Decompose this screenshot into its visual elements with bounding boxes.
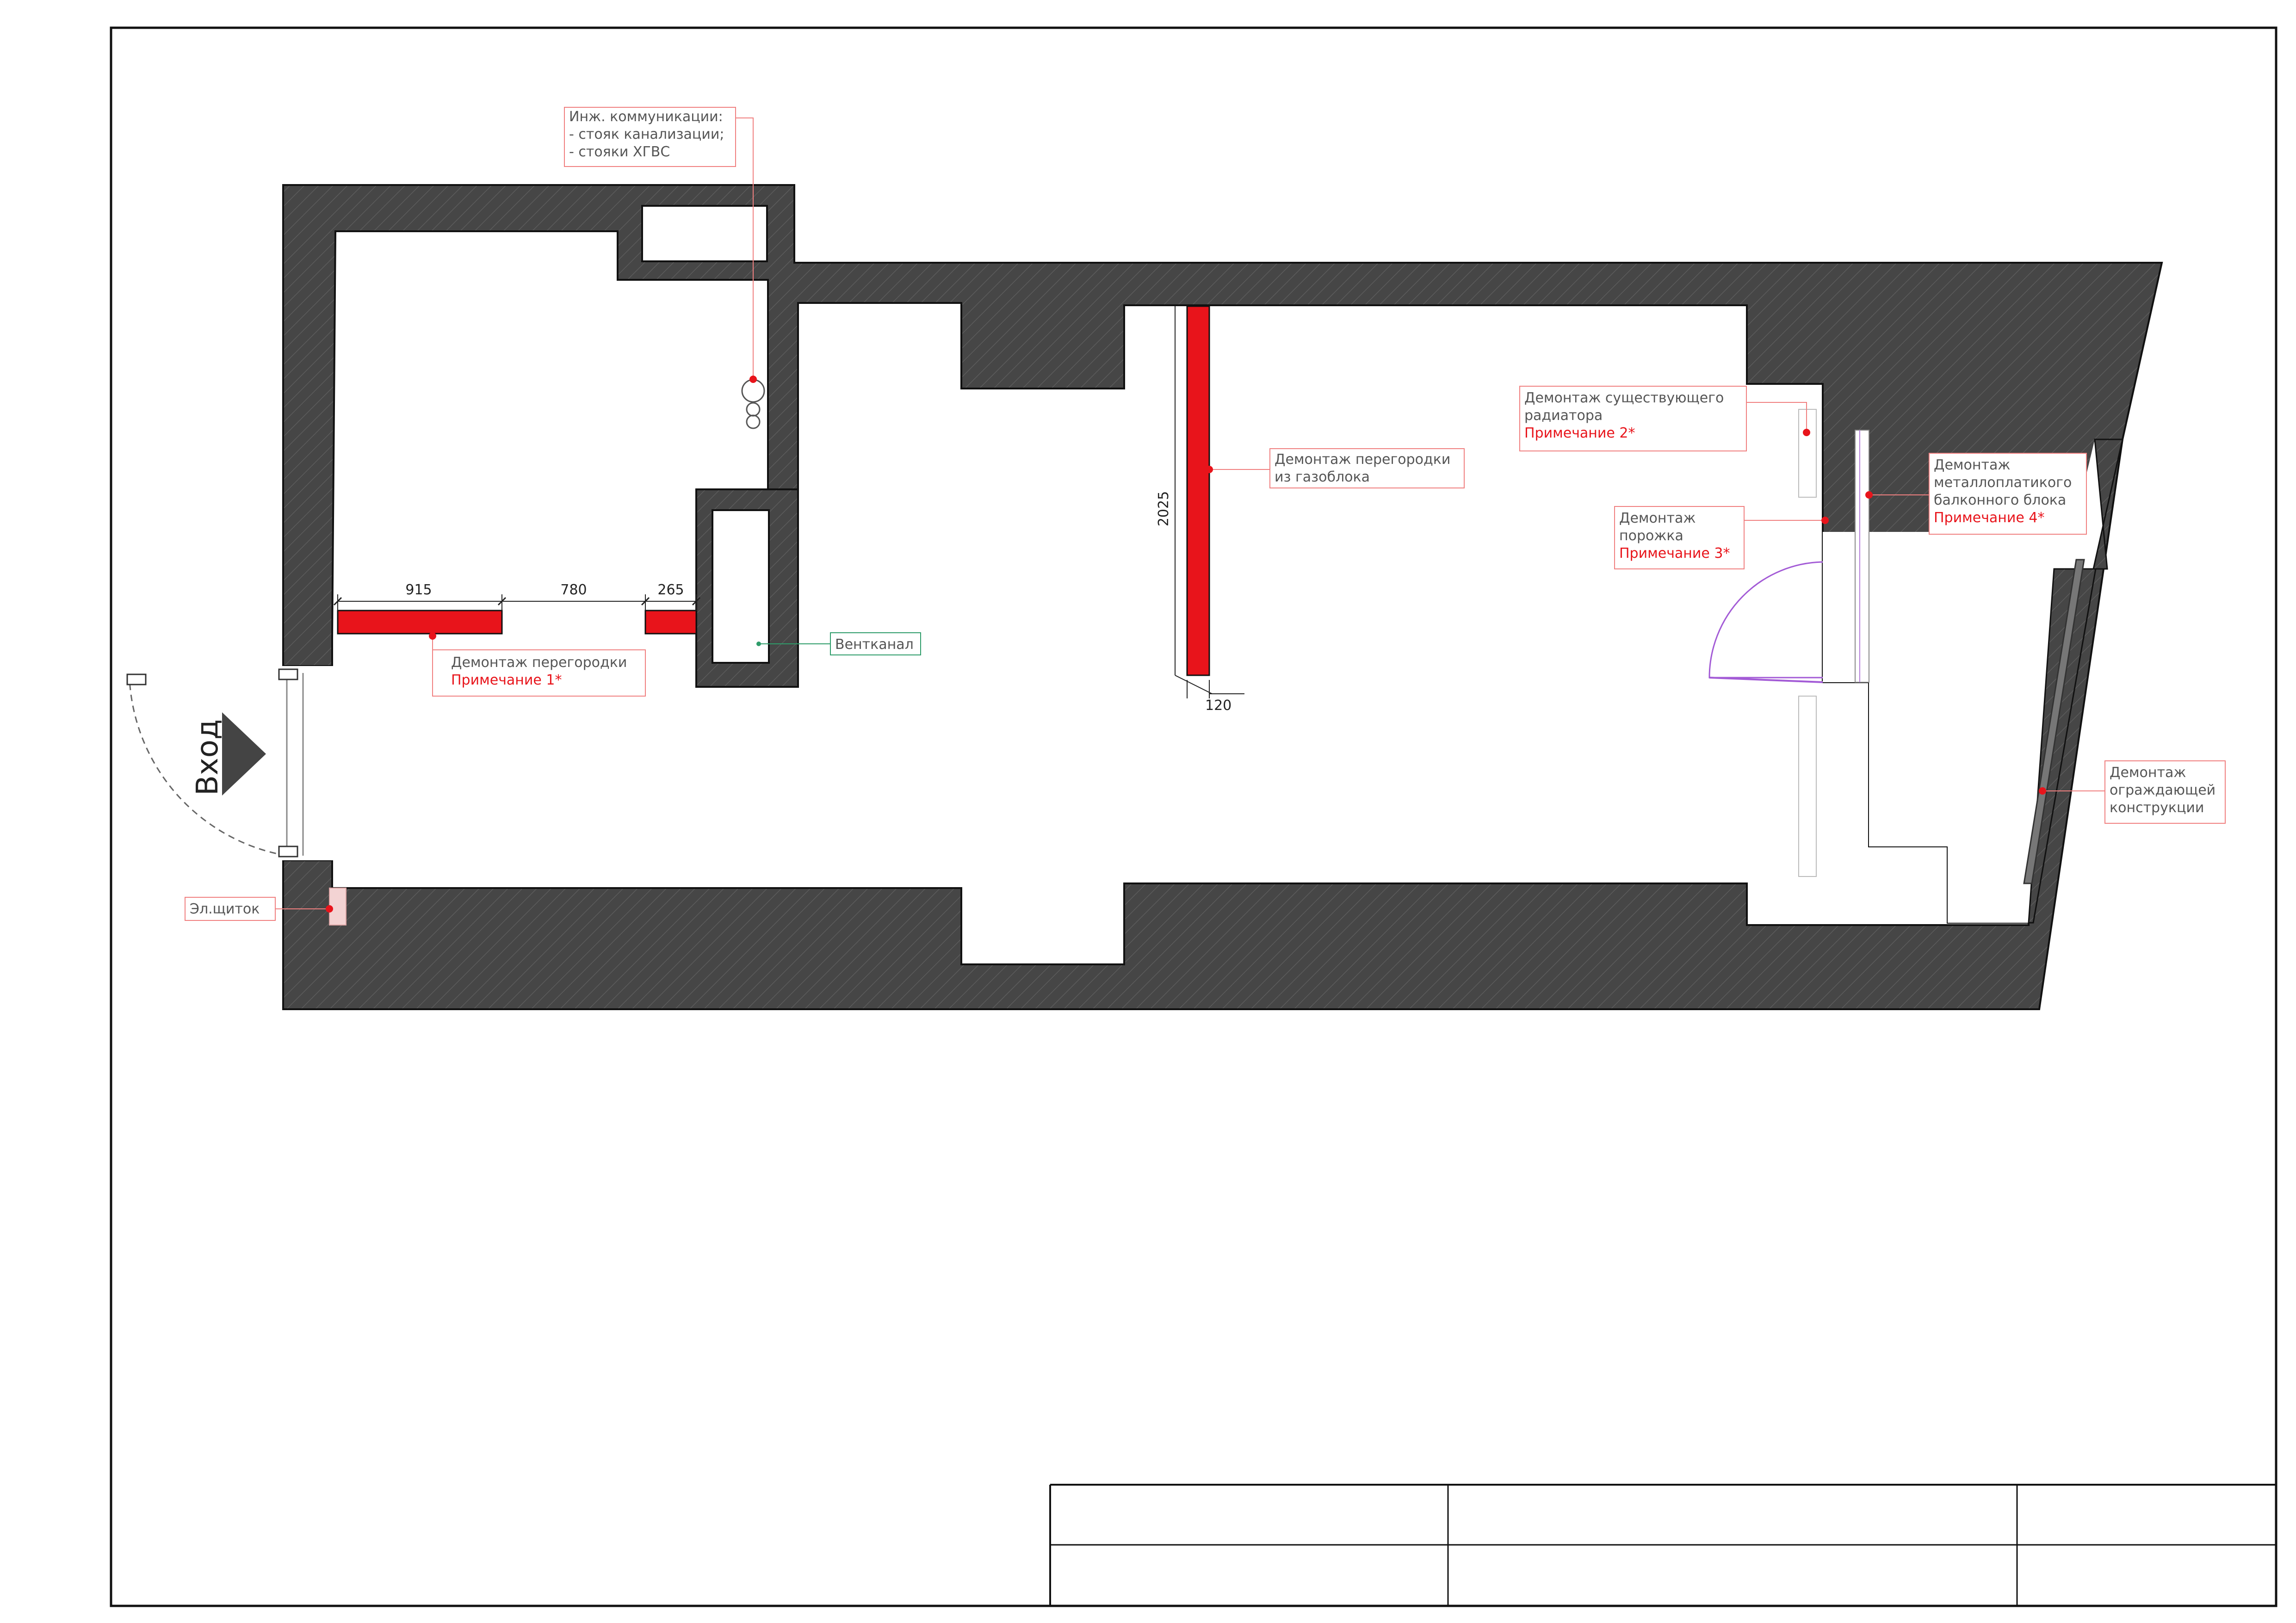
door-hinge-bottom <box>279 846 297 857</box>
railing-demolition-label-line-0: Демонтаж <box>2110 765 2186 781</box>
door-hinge-top <box>127 674 146 685</box>
engineering-label-line-2: - стояки ХГВС <box>569 144 670 160</box>
pipe-riser-icon-2 <box>747 415 760 428</box>
title-block-address <box>1055 1493 1066 1513</box>
radiator-demolition-label-line-2: Примечание 2* <box>1524 425 1635 441</box>
threshold-demolition-label-line-2: Примечание 3* <box>1619 545 1730 562</box>
radiator-demolition-leader <box>1746 402 1807 432</box>
dimension-120: 120 <box>1205 697 1232 714</box>
balcony-demolition-label-line-0: Демонтаж <box>1934 457 2011 473</box>
railing-demolition-label-line-2: конструкции <box>2110 800 2204 816</box>
radiator-existing <box>1799 409 1816 497</box>
railing-demolition-dot <box>2039 787 2046 795</box>
dimension-780: 780 <box>560 582 587 598</box>
radiator-lower <box>1799 696 1816 876</box>
gasblock-dot <box>1206 466 1213 473</box>
pipe-riser-icon <box>747 403 760 416</box>
engineering-label-line-0: Инж. коммуникации: <box>569 109 723 125</box>
partition-demolition-dot <box>429 632 436 640</box>
balcony-demolition-label-line-1: металлоплатикого <box>1934 475 2072 491</box>
radiator-demolition-label-line-1: радиатора <box>1524 407 1603 424</box>
balcony-block <box>1855 430 1869 682</box>
gasblock-label-line-1: из газоблока <box>1275 469 1370 485</box>
door-hinge-left <box>279 669 297 679</box>
balcony-demolition-label-line-2: балконного блока <box>1934 492 2067 508</box>
wall-niche <box>642 206 767 261</box>
threshold-demolition-label-line-0: Демонтаж <box>1619 510 1696 526</box>
balcony-door-arc <box>1709 562 1823 678</box>
engineering-dot <box>749 376 757 383</box>
threshold-demolition-label-line-1: порожка <box>1619 528 1683 544</box>
sewer-riser-icon <box>742 380 764 402</box>
gasblock-partition-demolition <box>1187 306 1209 675</box>
vent-channel-label: Вентканал <box>835 636 914 653</box>
entrance-label: Вход <box>191 719 225 796</box>
balcony-demolition-dot <box>1865 491 1873 499</box>
partition-demolition-right <box>645 611 696 634</box>
dimension-915: 915 <box>405 582 432 598</box>
electrical-panel-label: Эл.щиток <box>190 901 260 917</box>
partition-demolition-label-line-1: Примечание 1* <box>451 672 562 688</box>
railing-demolition-label-line-1: ограждающей <box>2110 782 2216 798</box>
engineering-label-line-1: - стояк канализации; <box>569 126 724 142</box>
vent-channel-dot <box>756 642 761 646</box>
vent-channel <box>712 510 769 663</box>
partition-demolition-label-line-0: Демонтаж перегородки <box>451 654 627 671</box>
partition-demolition-left <box>338 611 502 634</box>
entrance-arrow-icon <box>222 712 266 796</box>
radiator-demolition-dot <box>1803 429 1810 436</box>
dimension-265: 265 <box>657 582 684 598</box>
dimension-2025: 2025 <box>1156 491 1172 527</box>
electrical-panel-dot <box>326 905 333 913</box>
radiator-demolition-label-line-0: Демонтаж существующего <box>1524 390 1724 406</box>
gasblock-label-line-0: Демонтаж перегородки <box>1275 451 1451 468</box>
threshold-demolition-dot <box>1821 517 1829 524</box>
dimension-leader-120 <box>1175 675 1212 694</box>
balcony-demolition-label-line-3: Примечание 4* <box>1934 510 2045 526</box>
